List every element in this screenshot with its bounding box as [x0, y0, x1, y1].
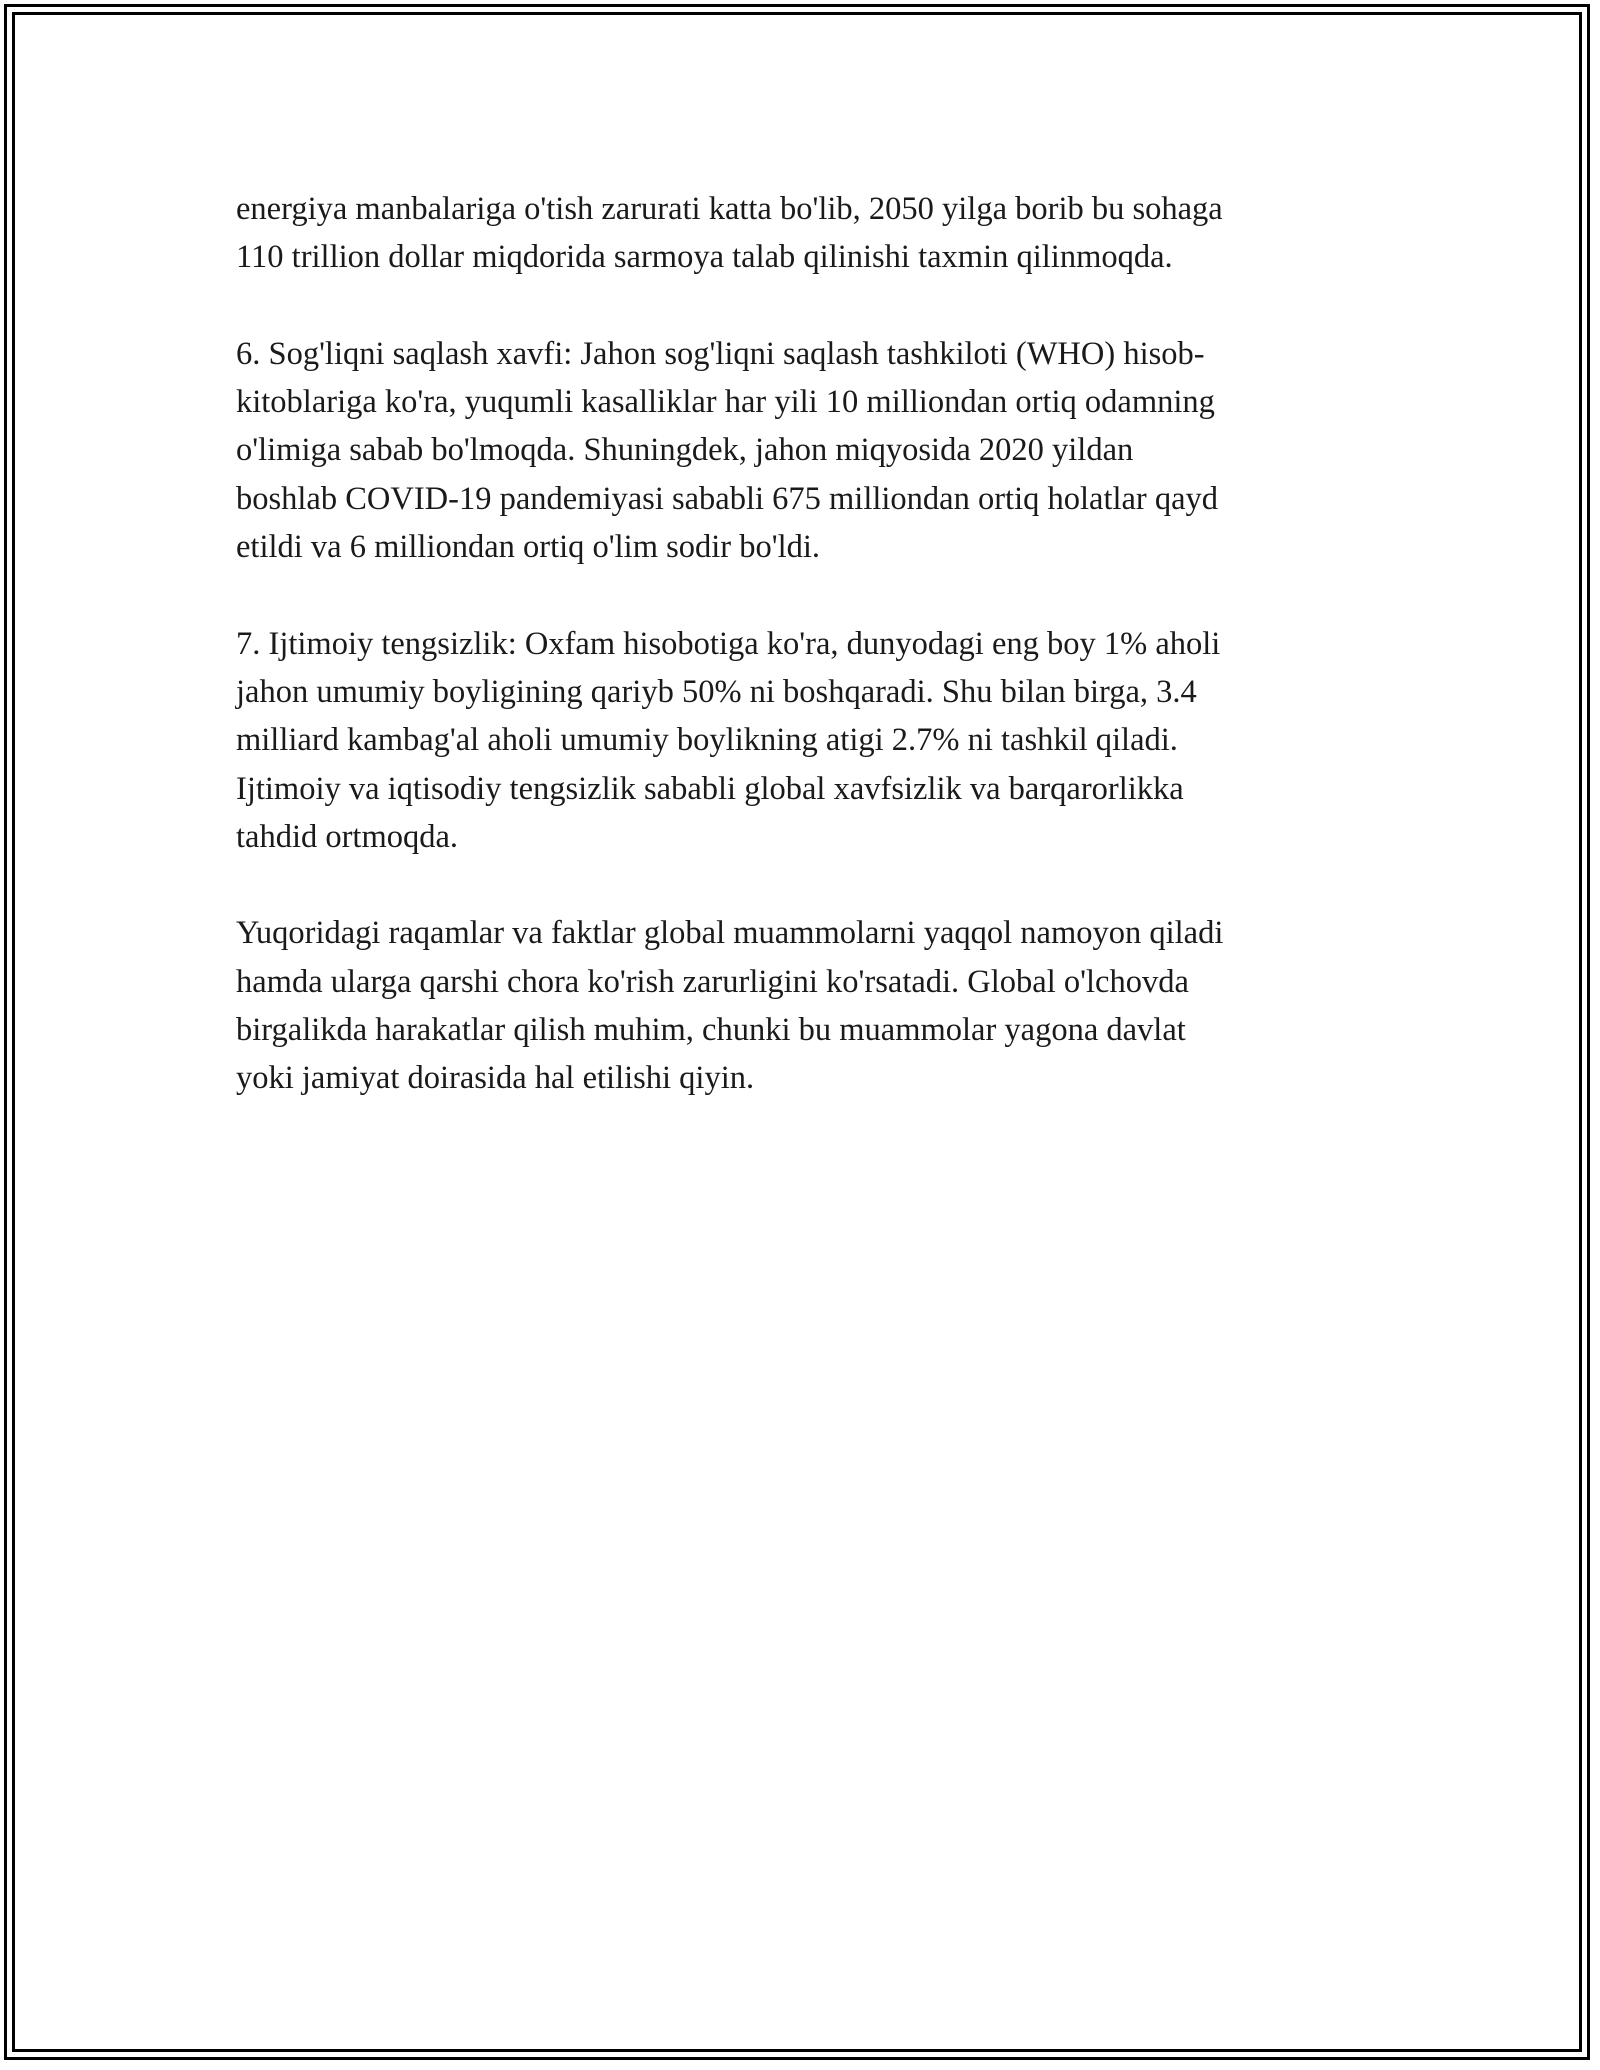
paragraph-health-risk — [236, 330, 1366, 571]
text-line: birgalikda harakatlar qilish muhim, chunki bu muammolar yagona davlat — [236, 1012, 1186, 1049]
text-line: Ijtimoiy va iqtisodiy tengsizlik sababli global xavfsizlik va barqarorlikka — [236, 770, 1184, 807]
paragraph-social-inequality — [236, 620, 1366, 861]
text-line: Yuqoridagi raqamlar va faktlar global muammolarni yaqqol namoyon qiladi — [236, 915, 1224, 952]
text-line: jahon umumiy boyligining qariyb 50% ni boshqaradi. Shu bilan birga, 3.4 — [236, 673, 1197, 710]
text-line: 7. Ijtimoiy tengsizlik: Oxfam hisobotiga ko'ra, dunyodagi eng boy 1% aholi — [236, 625, 1221, 662]
text-line: hamda ularga qarshi chora ko'rish zarurligini ko'rsatadi. Global o'lchovda — [236, 963, 1189, 1000]
text-line: kitoblariga ko'ra, yuqumli kasalliklar har yili 10 milliondan ortiq odamning — [236, 384, 1215, 421]
text-line: tahdid ortmoqda. — [236, 818, 459, 855]
text-line: milliard kambag'al aholi umumiy boylikning atigi 2.7% ni tashkil qiladi. — [236, 722, 1178, 759]
text-line: o'limiga sabab bo'lmoqda. Shuningdek, jahon miqyosida 2020 yildan — [236, 432, 1134, 469]
text-line: etildi va 6 milliondan ortiq o'lim sodir bo'ldi. — [236, 529, 821, 566]
text-line: energiya manbalariga o'tish zarurati katta bo'lib, 2050 yilga borib bu sohaga — [236, 191, 1223, 227]
text-line: yoki jamiyat doirasida hal etilishi qiyin. — [236, 1060, 755, 1097]
paragraph-energy-investment — [236, 185, 1366, 282]
paragraph-conclusion — [236, 909, 1366, 1102]
text-line: boshlab COVID-19 pandemiyasi sababli 675 milliondan ortiq holatlar qayd — [236, 480, 1219, 517]
text-line: 6. Sog'liqni saqlash xavfi: Jahon sog'liqni saqlash tashkiloti (WHO) hisob- — [236, 335, 1205, 372]
document-body — [236, 185, 1366, 1151]
text-line: 110 trillion dollar miqdorida sarmoya talab qilinishi taxmin qilinmoqda. — [236, 239, 1173, 276]
